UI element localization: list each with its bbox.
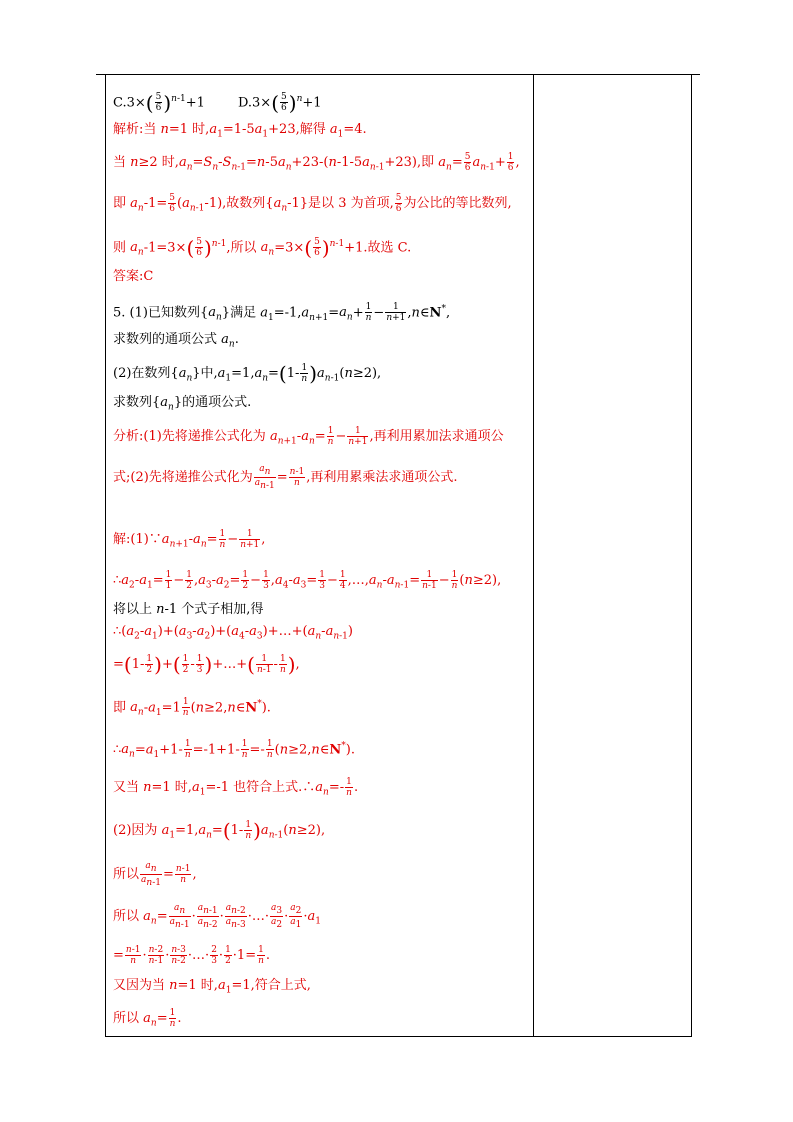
text-line-l08: 求数列的通项公式 $a_n$. (113, 332, 239, 350)
text-line-l10: 求数列$\{a_n\}$的通项公式. (113, 395, 252, 413)
text-line-l22: 所以 $\frac{a_n}{a_{n-1}}$ = $\frac{n-1}{n}$ , (113, 861, 197, 888)
text-line-l11: 分析:(1)先将递推公式化为 $a_{n+1}-a_n=$ $\frac{1}{n}$ − $\frac{1}{n+1}$ ,再利用累加法求通项公 (113, 426, 504, 447)
text-line-l12: 式;(2)先将递推公式化为 $\frac{a_n}{a_{n-1}}$ = $\frac{n-1}{n}$ ,再利用累乘法求通项公式. (113, 464, 458, 491)
text-line-l25: 又因为当 n=1 时$,a_1=1$,符合上式, (113, 978, 311, 996)
text-line-l02: 解析:当 n=1 时$,a_1=1-5a_1+23$,解得 $a_1=4$. (113, 122, 367, 140)
text-line-l17: =(1- $\frac{1}{2}$ )+( $\frac{1}{2}$ - $\frac{1}{3}$ )+…+( $\frac{1}{n-1}$ - $\frac{1}{n}$ ), (113, 652, 300, 677)
text-line-l21: (2)因为 $a_1=1,a_n=(1-$ $\frac{1}{n}$ )$a_{n-1}(n\ge 2)$, (113, 818, 326, 843)
text-line-l15: 将以上 n-1 个式子相加,得 (113, 602, 264, 617)
text-line-l07: 5. (1)已知数列$\{a_n\}$满足 $a_1=-1,a_{n+1}=a_n+$ $\frac{1}{n}$ − $\frac{1}{n+1}$ ,n∈N*, (113, 302, 451, 324)
text-line-l04: 即 $a_n-1=$ $\frac{5}{6}$ $(a_{n-1}-1)$,故数列$\{a_n-1\}$是以 3 为首项, $\frac{5}{6}$ 为公比的等比数列, (113, 193, 512, 214)
table-column-divider (533, 74, 534, 1036)
text-line-l09: (2)在数列$\{a_n\}$中$,a_1=1,a_n=(1-$ $\frac{1}{n}$ )$a_{n-1}(n\ge 2)$, (113, 361, 382, 386)
text-line-l01: C.3×( $\frac{5}{6}$ )$^{n-1}$+1 D.3×( $\frac{5}{6}$ )$^n$+1 (113, 90, 322, 115)
text-line-l13: 解$:(1)\because a_{n+1}-a_n=$ $\frac{1}{n}$ − $\frac{1}{n+1}$ , (113, 529, 266, 550)
text-line-l20: 又当 n=1 时$,a_1=-1$ 也符合上式$.\therefore a_n=-$ $\frac{1}{n}$ . (113, 777, 359, 798)
text-line-l03: 当 n≥2 时$,a_n=S_n-S_{n-1}=n-5a_n+23-(n-1-5a_{n-1}+23)$,即 $a_n=$ $\frac{5}{6}$ $a_{n-1}+$ $\frac{1}{6}$ , (113, 152, 520, 173)
text-line-l26: 所以 $a_n=$ $\frac{1}{n}$ . (113, 1008, 182, 1029)
text-line-l18: 即 $a_n-a_1=1$ $\frac{1}{n}$ (n≥2,n∈N*). (113, 697, 271, 719)
text-line-l14: $\therefore a_2-a_1=$ $\frac{1}{1}$ − $\frac{1}{2}$ $,a_3-a_2=$ $\frac{1}{2}$ − $\frac{1}{3}$ $,a_4-a_3=$ $\frac{1}{3}$ − $\frac{1}{4}$ $,\dots,a_n-a_{n-1}=$ $\frac{1}{n-1}$ − $\frac{1}{n}$ (n≥2), (113, 570, 502, 591)
text-line-l23: 所以 $a_n=$ $\frac{a_n}{a_{n-1}}$ · $\frac{a_{n-1}}{a_{n-2}}$ · $\frac{a_{n-2}}{a_{n-3}}$ ·…· $\frac{a_3}{a_2}$ · $\frac{a_2}{a_1}$ $\cdot a_1$ (113, 903, 322, 930)
content-table (105, 74, 692, 1037)
text-line-l05: 则 $a_n-1=3\times$( $\frac{5}{6}$ )$^{n-1}$,所以 $a_n=3\times$( $\frac{5}{6}$ )$^{n-1}$+1.故选 C. (113, 235, 412, 260)
text-line-l19: $\therefore a_n=a_1+1-$ $\frac{1}{n}$ =-1+1- $\frac{1}{n}$ =- $\frac{1}{n}$ (n≥2,n∈N*). (113, 739, 355, 761)
text-line-l06: 答案:C (113, 269, 154, 284)
text-line-l24: = $\frac{n-1}{n}$ · $\frac{n-2}{n-1}$ · $\frac{n-3}{n-2}$ ·…· $\frac{2}{3}$ · $\frac{1}{2}$ ·1= $\frac{1}{n}$ . (113, 945, 271, 966)
text-line-l16: $\therefore(a_2-a_1)+(a_3-a_2)+(a_4-a_3)+\dots+(a_n-a_{n-1})$ (113, 624, 353, 642)
